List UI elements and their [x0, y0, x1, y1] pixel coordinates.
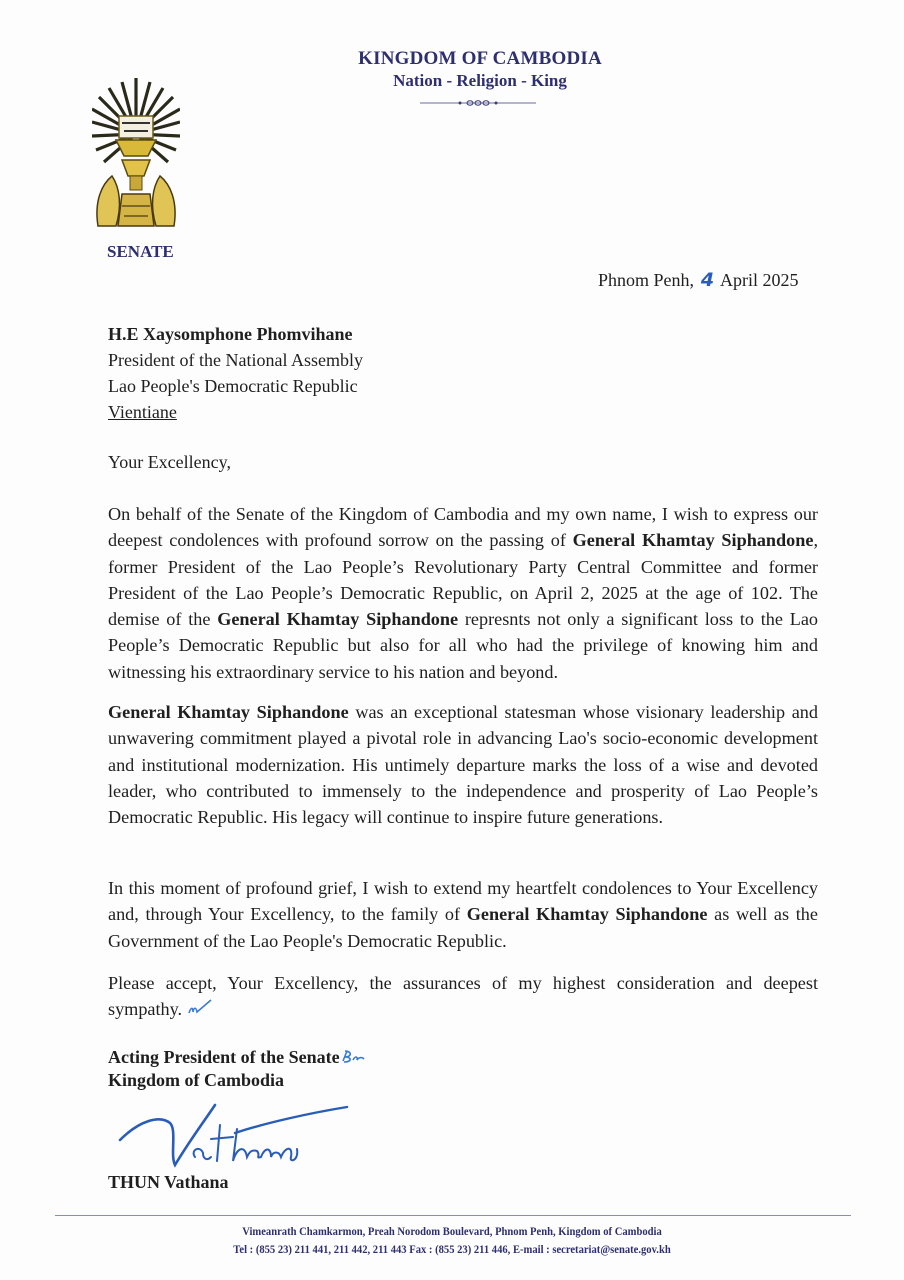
recipient-title: President of the National Assembly [108, 350, 363, 370]
dateline-month-year: April 2025 [720, 270, 799, 290]
bold-name: General Khamtay Siphandone [217, 609, 459, 630]
bold-name: General Khamtay Siphandone [572, 530, 814, 551]
recipient-country: Lao People's Democratic Republic [108, 376, 358, 396]
recipient-name: H.E Xaysomphone Phomvihane [108, 324, 353, 344]
initials-mark-icon [340, 1048, 366, 1064]
text-run: Please accept, Your Excellency, the assurances of my highest consideration and deepest sympathy. [108, 973, 818, 1020]
text-run: represnts not only a significant loss to the Lao People’s Democratic Republic but also for all who had the privilege of knowing him and witnessing his extraordinary service to his nation and beyond. [108, 609, 818, 682]
initials-checkmark-icon [187, 999, 213, 1017]
signatory-name: THUN Vathana [108, 1172, 229, 1192]
bold-name: General Khamtay Siphandone [466, 904, 708, 925]
text-run: was an exceptional statesman whose visionary leadership and unwavering commitment played a pivotal role in advancing Lao's socio-economic development and institutional modernization. His untimely departure marks the loss of a wise and devoted leader, who contributed to immensely to the independence and prosperity of Lao People’s Democratic Republic. His legacy will continue to inspire future generations. [108, 702, 818, 828]
body-paragraph-3 [108, 875, 818, 954]
dateline-day-handwritten: 4 [700, 269, 715, 291]
text-run: In this moment of profound grief, I wish to extend my heartfelt condolences to Your Excellency and, through Your Excellency, to the family of [108, 878, 818, 925]
signatory-role-text: Acting President of the Senate [108, 1047, 340, 1067]
letterhead-country: KINGDOM OF CAMBODIA [358, 48, 602, 69]
handwritten-signature-icon [115, 1095, 355, 1170]
salutation: Your Excellency, [108, 452, 231, 472]
body-paragraph-4 [108, 970, 818, 1023]
bold-name: General Khamtay Siphandone [108, 702, 349, 722]
footer-address: Vimeanrath Chamkarmon, Preah Norodom Boulevard, Phnom Penh, Kingdom of Cambodia [242, 1226, 662, 1238]
ornament-divider-icon [420, 99, 536, 107]
signatory-role [108, 1044, 366, 1070]
footer-contact: Tel : (855 23) 211 441, 211 442, 211 443 Fax : (855 23) 211 446, E-mail : secretariat@senate.gov.kh [233, 1244, 671, 1256]
text-run: On behalf of the Senate of the Kingdom of Cambodia and my own name, I wish to express our deepest condolences with profound sorrow on the passing of [108, 504, 818, 551]
senate-emblem-icon [92, 76, 180, 236]
text-run: as well as the Government of the Lao People's Democratic Republic. [108, 904, 818, 951]
dateline-city: Phnom Penh, [598, 270, 695, 290]
text-run: , former President of the Lao People’s Revolutionary Party Central Committee and former President of the Lao People’s Democratic Republic, on April 2, 2025 at the age of 102. The demise of the [108, 530, 818, 630]
recipient-city: Vientiane [108, 402, 177, 422]
footer-divider [55, 1215, 851, 1216]
body-paragraph-1 [108, 501, 818, 685]
dateline [598, 269, 799, 291]
body-paragraph-2 [108, 699, 818, 830]
letterhead-motto: Nation - Religion - King [393, 71, 567, 90]
letterhead-institution: SENATE [107, 242, 174, 261]
signatory-country: Kingdom of Cambodia [108, 1070, 285, 1090]
